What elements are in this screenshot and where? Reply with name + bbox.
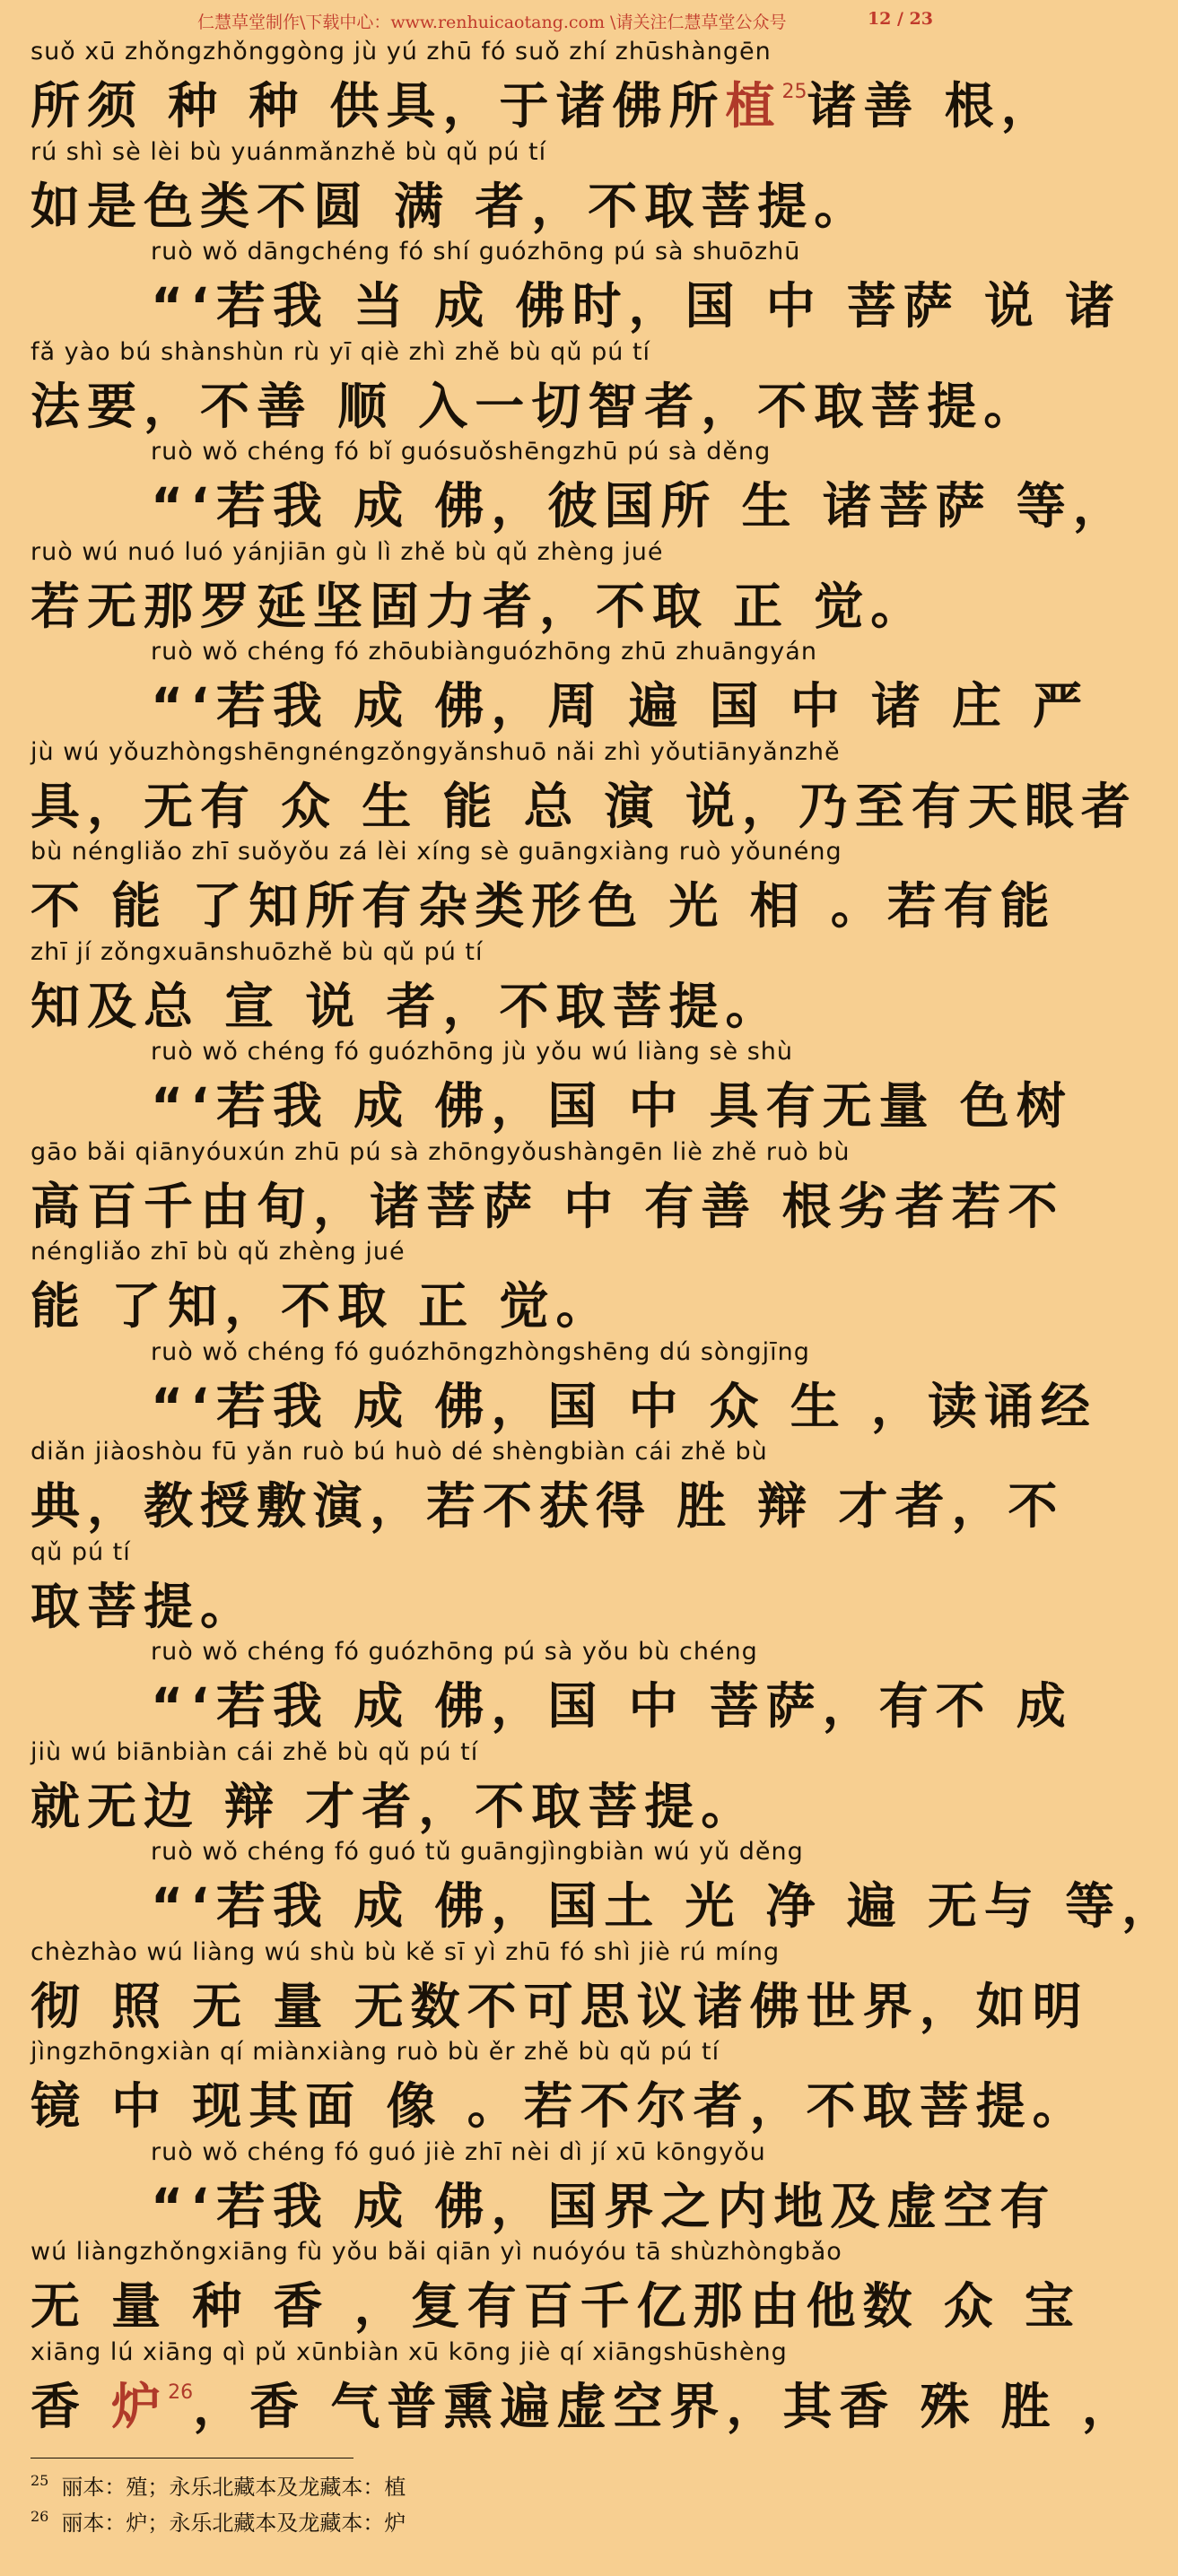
pinyin-annotation: ruò wǒ chéng fó guózhōng pú sà yǒu bù chéng — [151, 1638, 758, 1666]
footnote-divider — [31, 2458, 353, 2459]
pinyin-annotation: ruò wǒ chéng fó zhōubiànguózhōng zhū zhuāngyán — [151, 638, 817, 666]
text-line — [31, 1438, 1065, 1538]
variant-character: 植 — [725, 77, 782, 135]
pinyin-annotation: jù wú yǒuzhòngshēngnéngzǒngyǎnshuō nǎi zhì yǒutiānyǎnzhě — [31, 737, 841, 766]
text-line — [31, 138, 947, 239]
text-line — [151, 1337, 1097, 1439]
text-line — [31, 1738, 947, 1839]
hanzi-text: 典，教授敷演，若不获得 胜 辩 才者，不 — [31, 1477, 1065, 1535]
hanzi-text: 无 量 种 香 ，复有百千亿那由他数 众 宝 — [31, 2277, 1081, 2335]
pinyin-annotation: ruò wǒ chéng fó guó tǔ guāngjìngbiàn wú yǔ děng — [151, 1838, 804, 1866]
pinyin-annotation: suǒ xū zhǒngzhǒnggòng jù yú zhū fó suǒ zhí zhūshàngēn — [31, 38, 772, 65]
text-line — [151, 1038, 1073, 1138]
footnote-26: $^{26}$ 丽本：炉；永乐北藏本及龙藏本：炉 — [31, 2508, 406, 2536]
hanzi-text: 就无边 辩 才者，不取菩提。 — [31, 1777, 758, 1835]
header-site-text: 仁慧草堂制作\下载中心：www.renhuicaotang.com \请关注仁慧草堂公众号 — [197, 13, 787, 32]
text-line — [151, 238, 1122, 338]
hanzi-text: 法要，不善 顺 入一切智者，不取菩提。 — [31, 377, 1041, 435]
pinyin-annotation: wú liàngzhǒngxiāng fù yǒu bǎi qiān yì nuóyóu tā shùzhòngbǎo — [31, 2238, 842, 2266]
pinyin-annotation: gāo bǎi qiānyóuxún zhū pú sà zhōngyǒushàngēn liè zhě ruò bù — [31, 1137, 851, 1166]
pinyin-annotation: diǎn jiàoshòu fū yǎn ruò bú huò dé shèngbiàn cái zhě bù — [31, 1438, 768, 1466]
pinyin-annotation: jiù wú biānbiàn cái zhě bù qǔ pú tí — [31, 1737, 479, 1766]
pinyin-annotation: ruò wǒ chéng fó guó jiè zhī nèi dì jí xū kōngyǒu — [151, 2137, 766, 2166]
text-line — [31, 1538, 947, 1639]
footnote-marker[interactable]: 25 — [781, 81, 807, 103]
pinyin-annotation: xiāng lú xiāng qì pǔ xūnbiàn xū kōng jiè qí xiāngshūshèng — [31, 2337, 788, 2366]
hanzi-text: “‘若我 成 佛，国界之内地及虚空有 — [151, 2177, 1057, 2235]
hanzi-text: “‘若我 当 成 佛时，国 中 菩萨 说 诸 — [151, 277, 1122, 335]
pinyin-annotation: rú shì sè lèi bù yuánmǎnzhě bù qǔ pú tí — [31, 137, 547, 166]
pinyin-annotation: ruò wǒ chéng fó guózhōngzhòngshēng dú sòngjīng — [151, 1337, 810, 1366]
hanzi-text: 知及总 宣 说 者，不取菩提。 — [31, 977, 782, 1035]
pinyin-annotation: bù néngliǎo zhī suǒyǒu zá lèi xíng sè guāngxiàng ruò yǒunéng — [31, 838, 842, 866]
text-line — [31, 2337, 1139, 2439]
pinyin-annotation: ruò wǒ dāngchéng fó shí guózhōng pú sà shuōzhū — [151, 238, 801, 265]
pinyin-annotation: ruò wú nuó luó yánjiān gù lì zhě bù qǔ zhèng jué — [31, 537, 664, 566]
hanzi-text: 如是色类不圆 满 者，不取菩提。 — [31, 177, 871, 235]
text-line — [31, 2038, 1089, 2138]
text-line — [31, 1937, 1089, 2039]
footnotes — [31, 2458, 928, 2541]
hanzi-text: “‘若我 成 佛，国土 光 净 遍 无与 等， — [151, 1877, 1178, 1935]
text-line — [31, 2238, 1081, 2338]
page-header — [0, 0, 969, 39]
hanzi-text: 香 炉$^{26}$，香 气普熏遍虚空界，其香 殊 胜 ， — [31, 2377, 1139, 2435]
text-line — [151, 438, 1130, 538]
hanzi-text: 高百千由旬，诸菩萨 中 有善 根劣者若不 — [31, 1177, 1065, 1235]
pinyin-annotation: qǔ pú tí — [31, 1537, 131, 1566]
pinyin-annotation: néngliǎo zhī bù qǔ zhèng jué — [31, 1238, 406, 1266]
hanzi-text: “‘若我 成 佛，彼国所 生 诸菩萨 等， — [151, 477, 1130, 535]
hanzi-text: “‘若我 成 佛，国 中 众 生 ，读诵经 — [151, 1377, 1097, 1435]
text-line — [31, 38, 1058, 138]
text-line — [31, 1137, 1065, 1239]
pinyin-annotation: chèzhào wú liàng wú shù bù kě sī yì zhū fó shì jiè rú míng — [31, 1937, 781, 1966]
hanzi-text: “‘若我 成 佛，周 遍 国 中 诸 庄 严 — [151, 677, 1090, 735]
footnote-25: $^{25}$ 丽本：殖；永乐北藏本及龙藏本：植 — [31, 2472, 406, 2500]
text-line — [31, 1238, 947, 1338]
pinyin-annotation: ruò wǒ chéng fó bǐ guósuǒshēngzhū pú sà děng — [151, 438, 772, 466]
hanzi-text: 所须 种 种 供具，于诸佛所植$^{25}$诸善 根， — [31, 77, 1058, 135]
variant-character: 炉 — [111, 2377, 169, 2435]
pinyin-annotation: jìngzhōngxiàn qí miànxiàng ruò bù ěr zhě bù qǔ pú tí — [31, 2038, 720, 2066]
text-line — [151, 2137, 1057, 2239]
hanzi-text: 镜 中 现其面 像 。若不尔者，不取菩提。 — [31, 2077, 1089, 2135]
text-line — [31, 737, 1138, 839]
text-line — [151, 1838, 1178, 1938]
hanzi-text: 彻 照 无 量 无数不可思议诸佛世界，如明 — [31, 1977, 1089, 2035]
hanzi-text: 能 了知，不取 正 觉。 — [31, 1277, 613, 1335]
text-line — [31, 838, 1057, 938]
text-line — [31, 538, 947, 639]
hanzi-text: 取菩提。 — [31, 1577, 257, 1635]
text-line — [31, 938, 947, 1039]
pinyin-annotation: ruò wǒ chéng fó guózhōng jù yǒu wú liàng sè shù — [151, 1038, 794, 1066]
page-number: 12 / 23 — [867, 9, 933, 29]
hanzi-text: “‘若我 成 佛，国 中 具有无量 色树 — [151, 1077, 1073, 1135]
hanzi-text: 不 能 了知所有杂类形色 光 相 。若有能 — [31, 877, 1057, 935]
text-line — [151, 1638, 1073, 1738]
hanzi-text: 具，无有 众 生 能 总 演 说，乃至有天眼者 — [31, 777, 1138, 835]
hanzi-text: “‘若我 成 佛，国 中 菩萨，有不 成 — [151, 1677, 1073, 1735]
text-line — [151, 638, 1090, 738]
pinyin-annotation: zhī jí zǒngxuānshuōzhě bù qǔ pú tí — [31, 937, 484, 966]
hanzi-text: 若无那罗延坚固力者，不取 正 觉。 — [31, 577, 928, 635]
footnote-marker[interactable]: 26 — [168, 2380, 194, 2404]
text-line — [31, 337, 1041, 439]
pinyin-annotation: fǎ yào bú shànshùn rù yī qiè zhì zhě bù qǔ pú tí — [31, 337, 651, 366]
